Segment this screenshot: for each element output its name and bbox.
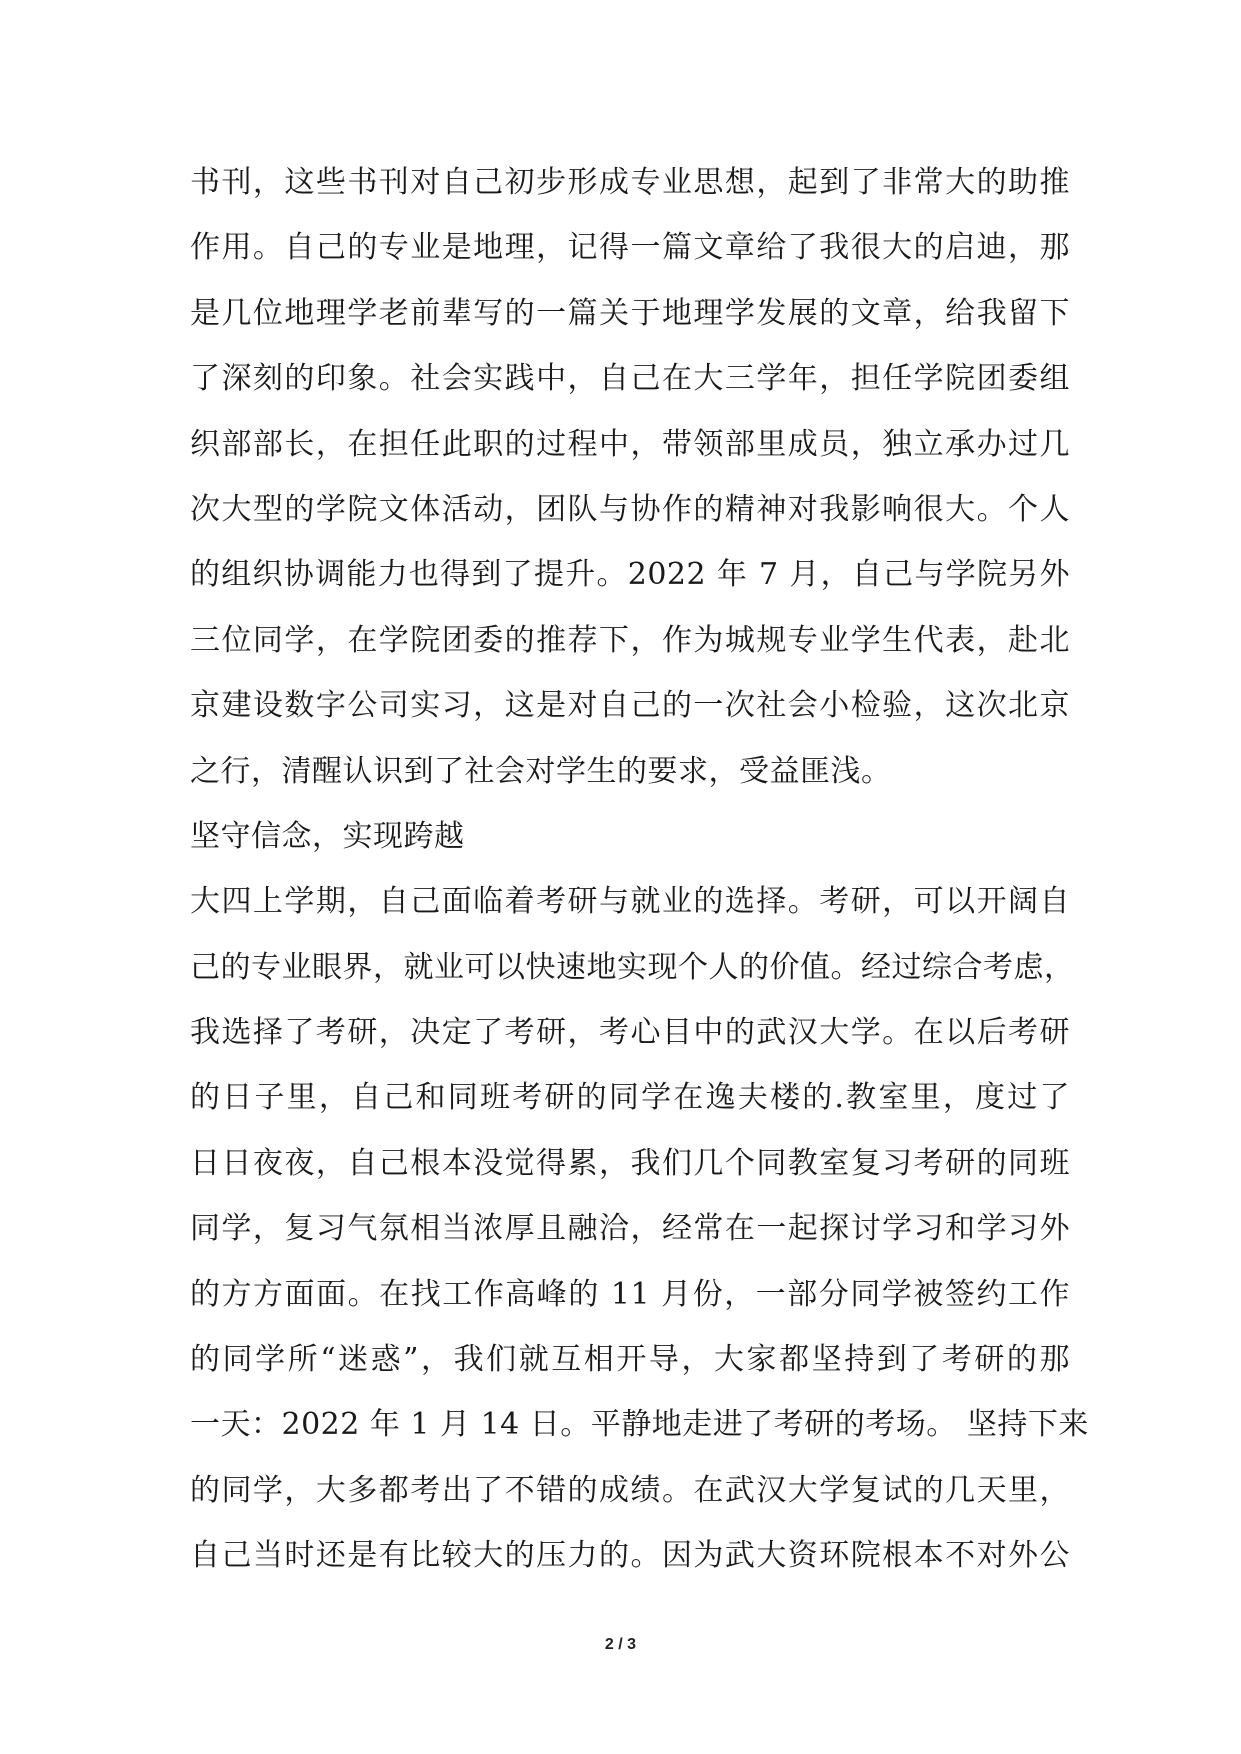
text-line: 自己当时还是有比较大的压力的。因为武大资环院根本不对外公 xyxy=(190,1538,1070,1574)
text-line: 大四上学期，自己面临着考研与就业的选择。考研，可以开阔自 xyxy=(190,884,1070,920)
text-line: 的同学，大多都考出了不错的成绩。在武汉大学复试的几天里， xyxy=(190,1472,1070,1508)
text-line: 是几位地理学老前辈写的一篇关于地理学发展的文章，给我留下 xyxy=(190,295,1070,331)
text-line: 的组织协调能力也得到了提升。2022 年 7 月，自己与学院另外 xyxy=(190,557,1070,593)
text-line: 的方方面面。在找工作高峰的 11 月份，一部分同学被签约工作 xyxy=(190,1276,1070,1312)
text-line: 的日子里，自己和同班考研的同学在逸夫楼的.教室里，度过了 xyxy=(190,1080,1070,1116)
text-line: 的同学所“迷惑”，我们就互相开导，大家都坚持到了考研的那 xyxy=(190,1342,1070,1378)
text-line: 我选择了考研，决定了考研，考心目中的武汉大学。在以后考研 xyxy=(190,1015,1070,1051)
text-line: 同学，复习气氛相当浓厚且融洽，经常在一起探讨学习和学习外 xyxy=(190,1211,1070,1247)
text-line: 京建设数字公司实习，这是对自己的一次社会小检验，这次北京 xyxy=(190,688,1070,724)
text-line: 了深刻的印象。社会实践中，自己在大三学年，担任学院团委组 xyxy=(190,361,1070,397)
text-line: 一天：2022 年 1 月 14 日。平静地走进了考研的考场。 坚持下来 xyxy=(190,1407,1089,1443)
text-line: 书刊，这些书刊对自己初步形成专业思想，起到了非常大的助推 xyxy=(190,165,1070,200)
text-line: 织部部长，在担任此职的过程中，带领部里成员，独立承办过几 xyxy=(190,426,1070,462)
text-line: 坚守信念，实现跨越 xyxy=(190,818,465,854)
body-text xyxy=(190,150,1089,1589)
page-number: 2 / 3 xyxy=(604,1636,637,1653)
text-line: 次大型的学院文体活动，团队与协作的精神对我影响很大。个人 xyxy=(190,491,1070,527)
text-line: 作用。自己的专业是地理，记得一篇文章给了我很大的启迪，那 xyxy=(190,230,1070,266)
text-line: 三位同学，在学院团委的推荐下，作为城规专业学生代表，赴北 xyxy=(190,622,1070,658)
text-line: 日日夜夜，自己根本没觉得累，我们几个同教室复习考研的同班 xyxy=(190,1145,1070,1181)
text-line: 己的专业眼界，就业可以快速地实现个人的价值。经过综合考虑， xyxy=(190,949,1075,985)
text-line: 之行，清醒认识到了社会对学生的要求，受益匪浅。 xyxy=(190,753,892,789)
